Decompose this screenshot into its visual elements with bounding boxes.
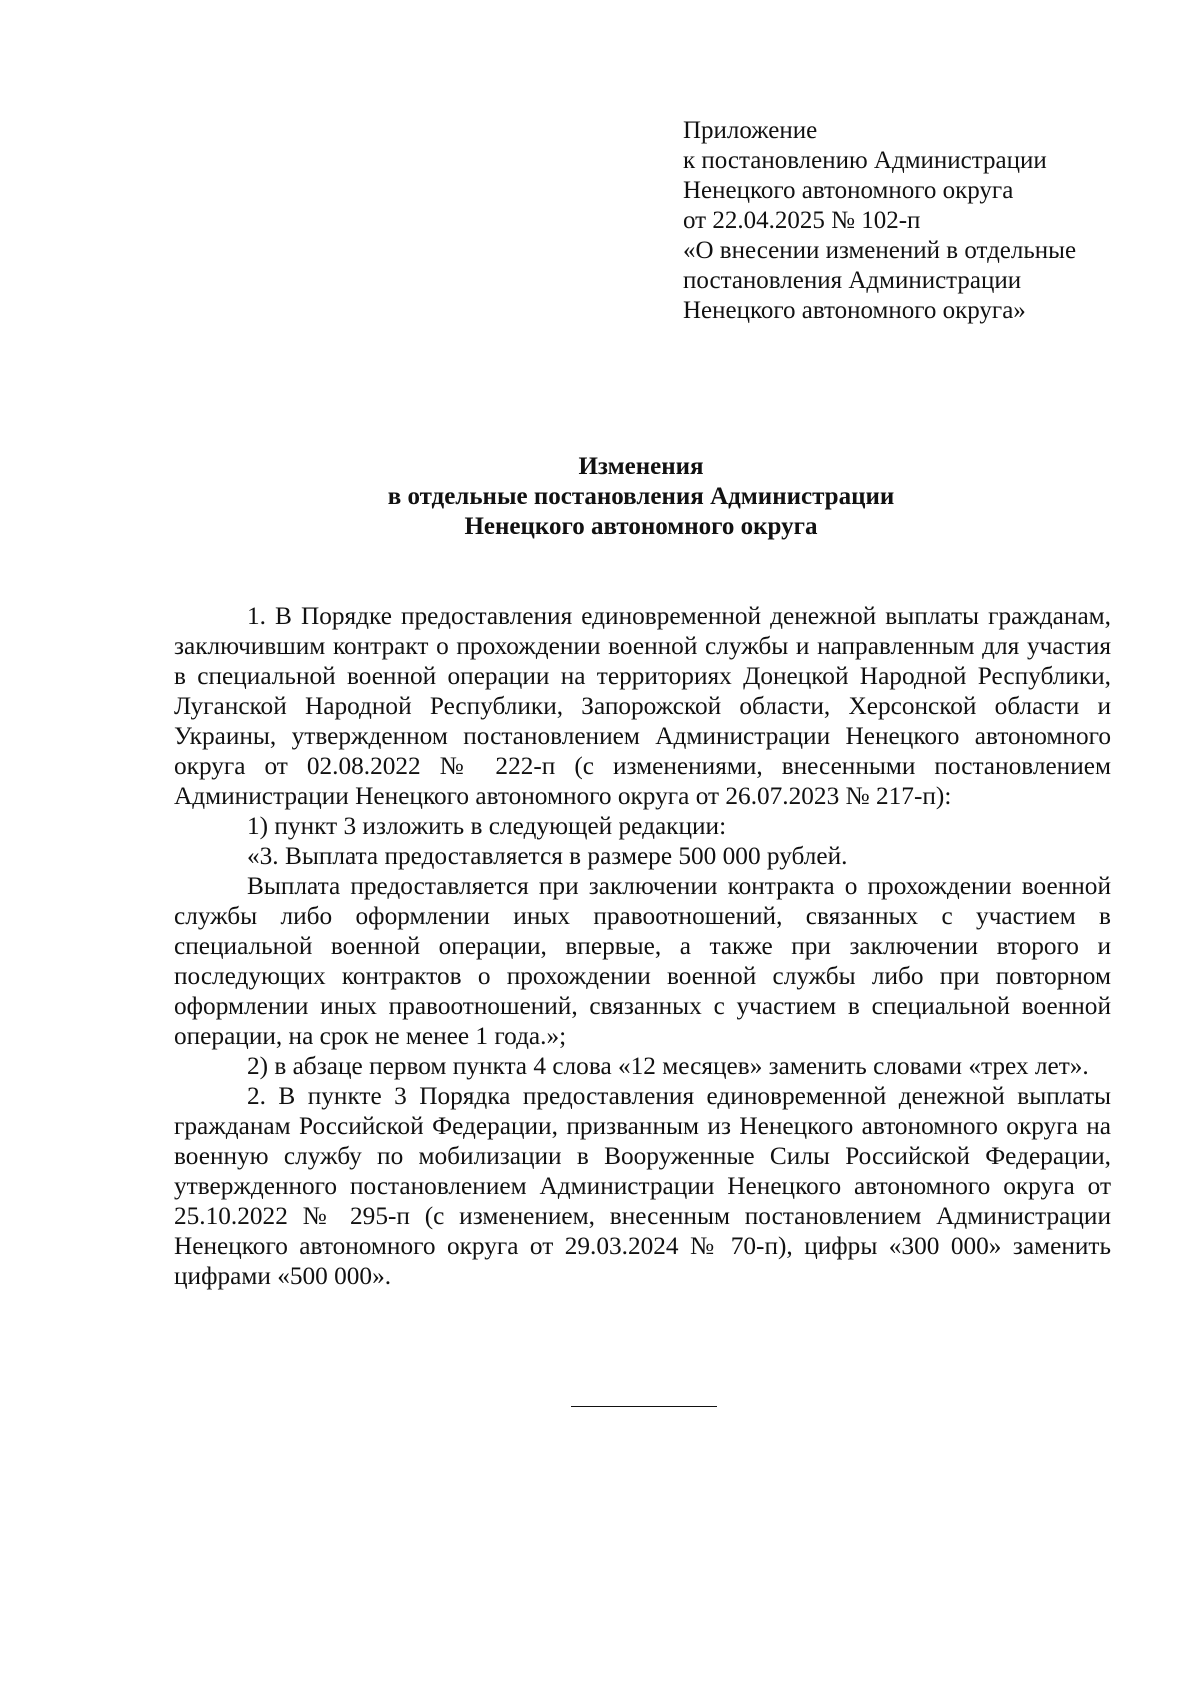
title-line: Ненецкого автономного округа: [464, 513, 818, 540]
appendix-block: [683, 116, 1123, 326]
appendix-line: к постановлению Администрации: [683, 147, 1047, 174]
appendix-line: Приложение: [683, 117, 818, 144]
document-title: [172, 452, 1110, 542]
title-line: в отдельные постановления Администрации: [387, 483, 895, 510]
paragraph-item-2: 2. В пункте 3 Порядка предоставления единовременной денежной выплаты гражданам Российской Федерации, призванным из Ненецкого автономного округа на военную службу по мобилизации в Вооруженные Силы Российской Федерации, утвержденного постановлением Администрации Ненецкого автономного округа от 25.10.2022 № 295-п (с изменением, внесенным постановлением Администрации Ненецкого автономного округа от 29.03.2024 № 70-п), цифры «300 000» заменить цифрами «500 000».: [174, 1082, 1111, 1290]
closing-divider: [571, 1406, 717, 1407]
paragraph-quote-start: «3. Выплата предоставляется в размере 500 000 рублей.: [247, 842, 848, 870]
appendix-line: Ненецкого автономного округа»: [683, 297, 1026, 324]
appendix-line: постановления Администрации: [683, 267, 1022, 294]
paragraph-subitem-2: 2) в абзаце первом пункта 4 слова «12 месяцев» заменить словами «трех лет».: [247, 1052, 1089, 1080]
title-line: Изменения: [578, 453, 704, 480]
appendix-line: «О внесении изменений в отдельные: [683, 237, 1077, 264]
paragraph-subitem-1: 1) пункт 3 изложить в следующей редакции:: [247, 812, 727, 840]
paragraph-quote-body: Выплата предоставляется при заключении контракта о прохождении военной службы либо оформлении иных правоотношений, связанных с участием в специальной военной операции, впервые, а также при заключении второго и последующих контрактов о прохождении военной службы либо при повторном оформлении иных правоотношений, связанных с участием в специальной военной операции, на срок не менее 1 года.»;: [174, 872, 1111, 1050]
appendix-line: от 22.04.2025 № 102-п: [683, 207, 921, 234]
document-body: [174, 601, 1111, 1291]
appendix-line: Ненецкого автономного округа: [683, 177, 1014, 204]
paragraph-item-1: 1. В Порядке предоставления единовременной денежной выплаты гражданам, заключившим контракт о прохождении военной службы и направленным для участия в специальной военной операции на территориях Донецкой Народной Республики, Луганской Народной Республики, Запорожской области, Херсонской области и Украины, утвержденном постановлением Администрации Ненецкого автономного округа от 02.08.2022 № 222-п (с изменениями, внесенными постановлением Администрации Ненецкого автономного округа от 26.07.2023 № 217-п):: [174, 602, 1111, 810]
